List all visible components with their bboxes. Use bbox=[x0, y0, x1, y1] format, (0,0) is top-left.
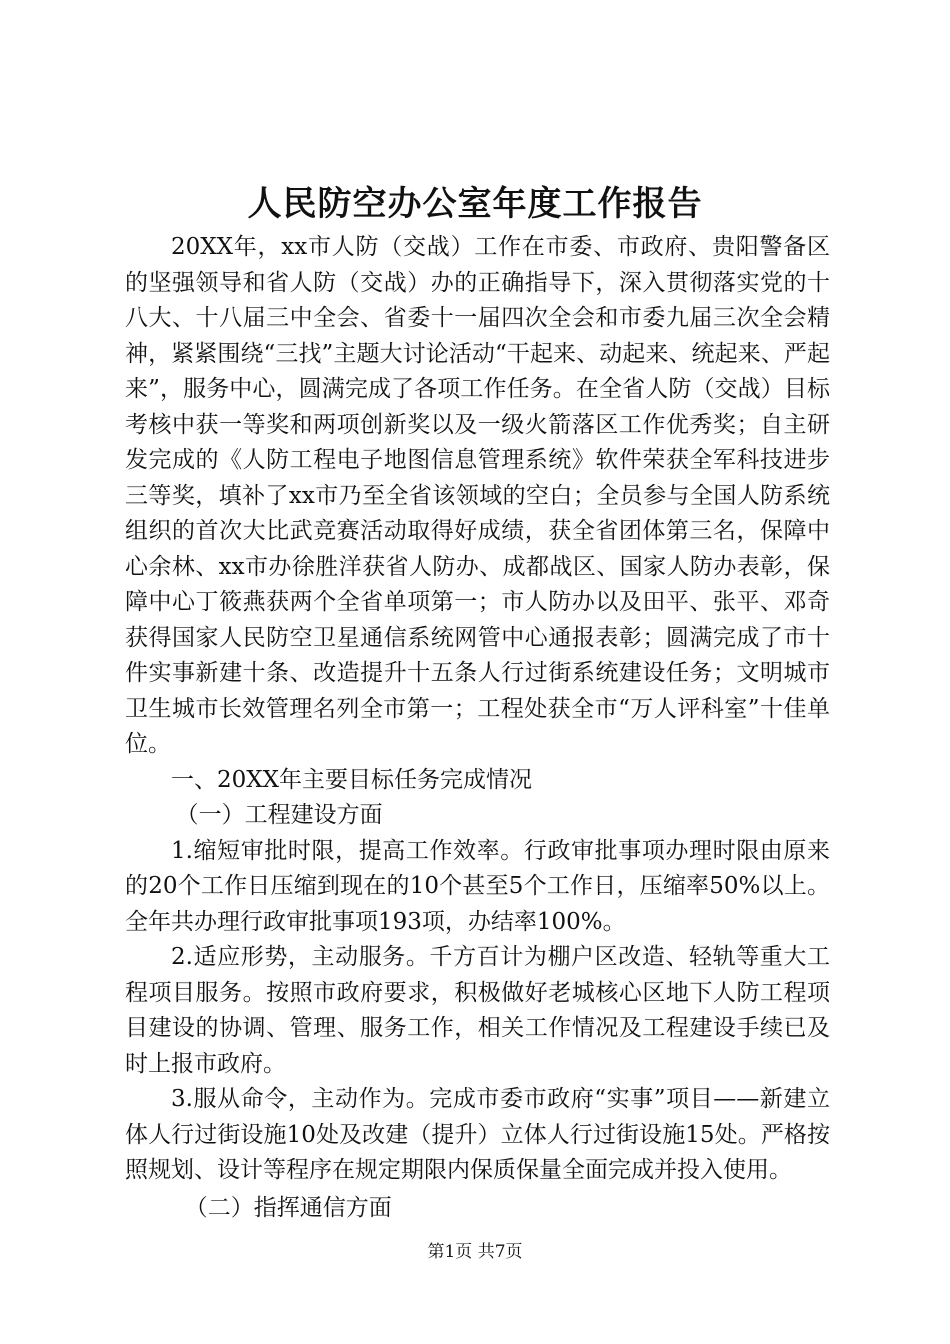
section-heading: 一、20XX年主要目标任务完成情况 bbox=[171, 766, 533, 793]
page-footer: 第1页 共7页 bbox=[427, 1242, 523, 1262]
document-body bbox=[125, 230, 830, 1226]
item-paragraph-3: 3.服从命令，主动作为。完成市委市政府“实事”项目——新建立体人行过街设施10处及改建（提升）立体人行过街设施15处。严格按照规划、设计等程序在规定期限内保质保量全面完成并投入使用。 bbox=[125, 1086, 830, 1183]
intro-paragraph: 20XX年，xx市人防（交战）工作在市委、市政府、贵阳警备区的坚强领导和省人防（交战）办的正确指导下，深入贯彻落实党的十八大、十八届三中全会、省委十一届四次全会和市委九届三次全会精神，紧紧围绕“三找”主题大讨论活动“干起来、动起来、统起来、严起来”，服务中心，圆满完成了各项工作任务。在全省人防（交战）目标考核中获一等奖和两项创新奖以及一级火箭落区工作优秀奖；自主研发完成的《人防工程电子地图信息管理系统》软件荣获全军科技进步三等奖，填补了xx市乃至全省该领域的空白；全员参与全国人防系统组织的首次大比武竞赛活动取得好成绩，获全省团体第三名，保障中心余林、xx市办徐胜洋获省人防办、成都战区、国家人防办表彰，保障中心丁筱燕获两个全省单项第一；市人防办以及田平、张平、邓奇获得国家人民防空卫星通信系统网管中心通报表彰；圆满完成了市十件实事新建十条、改造提升十五条人行过街系统建设任务；文明城市卫生城市长效管理名列全市第一；工程处获全市“万人评科室”十佳单位。 bbox=[125, 234, 830, 757]
item-paragraph-1: 1.缩短审批时限，提高工作效率。行政审批事项办理时限由原来的20个工作日压缩到现在的10个甚至5个工作日，压缩率50%以上。全年共办理行政审批事项193项，办结率100%。 bbox=[125, 837, 830, 935]
subsection-heading-communication: （二）指挥通信方面 bbox=[184, 1194, 392, 1221]
item-paragraph-2: 2.适应形势，主动服务。千方百计为棚户区改造、轻轨等重大工程项目服务。按照市政府要求，积极做好老城核心区地下人防工程项目建设的协调、管理、服务工作，相关工作情况及工程建设手续已及时上报市政府。 bbox=[125, 944, 830, 1077]
subsection-heading-engineering: （一）工程建设方面 bbox=[175, 802, 383, 828]
document-title: 人民防空办公室年度工作报告 bbox=[247, 184, 703, 224]
